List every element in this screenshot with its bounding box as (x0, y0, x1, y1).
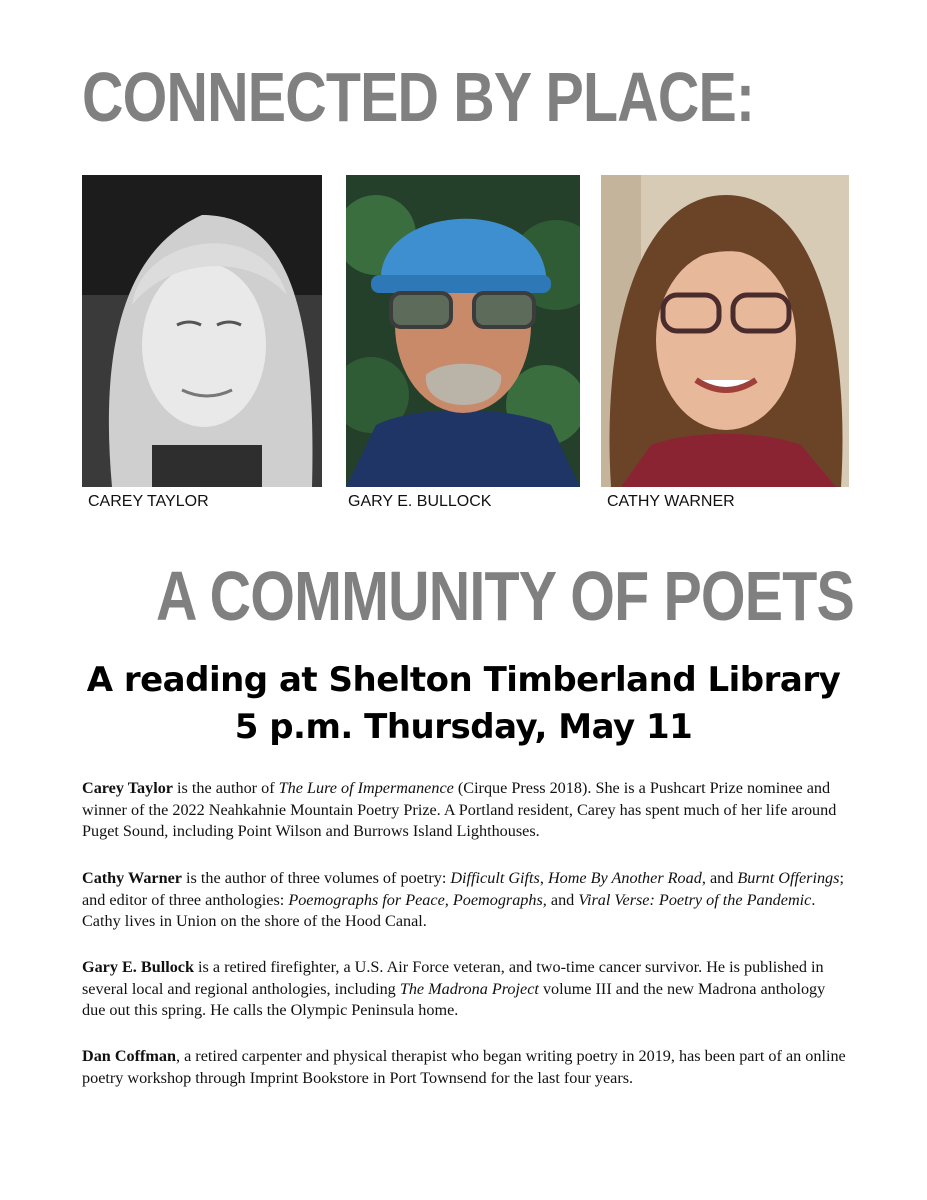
bio-carey-taylor (82, 778, 846, 843)
bio-text: , a retired carpenter and physical therapist who began writing poetry in 2019, has been part of an online poetry workshop through Imprint Bookstore in Port Townsend for the last four years. (82, 1047, 846, 1087)
book-title: Difficult Gifts (450, 869, 540, 887)
event-venue: A reading at Shelton Timberland Library (86, 660, 841, 700)
book-title: Burnt Offerings (737, 869, 840, 887)
caption-carey-taylor: CAREY TAYLOR (88, 493, 209, 510)
bio-text: is a retired firefighter, a U.S. Air Force veteran, and two-time cancer survivor. He is published in several local and regional anthologies, including (82, 958, 824, 998)
bio-text: ; and editor of three anthologies: (82, 869, 844, 909)
event-date-time: 5 p.m. Thursday, May 11 (234, 707, 693, 747)
bio-cathy-warner (82, 868, 846, 933)
bio-dan-coffman (82, 1046, 846, 1089)
bio-text: is the author of (172, 779, 279, 797)
bio-name: Carey Taylor (82, 779, 173, 797)
book-title: The Lure of Impermanence (278, 779, 454, 797)
headline-community-of-poets: A COMMUNITY OF POETS (156, 557, 854, 635)
photo-cathy-warner (601, 175, 849, 487)
bio-text: , (539, 869, 548, 887)
bio-text: volume III and the new Madrona anthology due out this spring. He calls the Olympic Peninsula home. (82, 979, 826, 1019)
bio-text: . Cathy lives in Union on the shore of the Hood Canal. (82, 890, 816, 930)
photo-carey-taylor (82, 175, 322, 487)
book-title: The Madrona Project (399, 979, 539, 998)
bio-text: (Cirque Press 2018). She is a Pushcart Prize nominee and winner of the 2022 Neahkahnie Mountain Poetry Prize. A Portland resident, Carey has spent much of her life around Puget Sound, including Point Wilson and Burrows Island Lighthouses. (82, 779, 837, 840)
bio-name: Cathy Warner (82, 869, 182, 887)
caption-gary-bullock: GARY E. BULLOCK (348, 493, 492, 510)
book-title: Poemographs for Peace, Poemographs, (288, 890, 547, 909)
book-title: Viral Verse: Poetry of the Pandemic (578, 890, 812, 909)
bio-text: , and (701, 869, 738, 887)
bio-name: Gary E. Bullock (82, 958, 194, 976)
bio-name: Dan Coffman (82, 1047, 176, 1065)
book-title: Home By Another Road (547, 869, 702, 887)
caption-cathy-warner: CATHY WARNER (607, 493, 735, 510)
bio-gary-bullock (82, 957, 846, 1022)
bio-text: and (546, 890, 579, 909)
photo-gary-bullock (346, 175, 580, 487)
headline-connected-by-place: CONNECTED BY PLACE: (82, 58, 755, 136)
bio-text: is the author of three volumes of poetry: (181, 869, 451, 887)
